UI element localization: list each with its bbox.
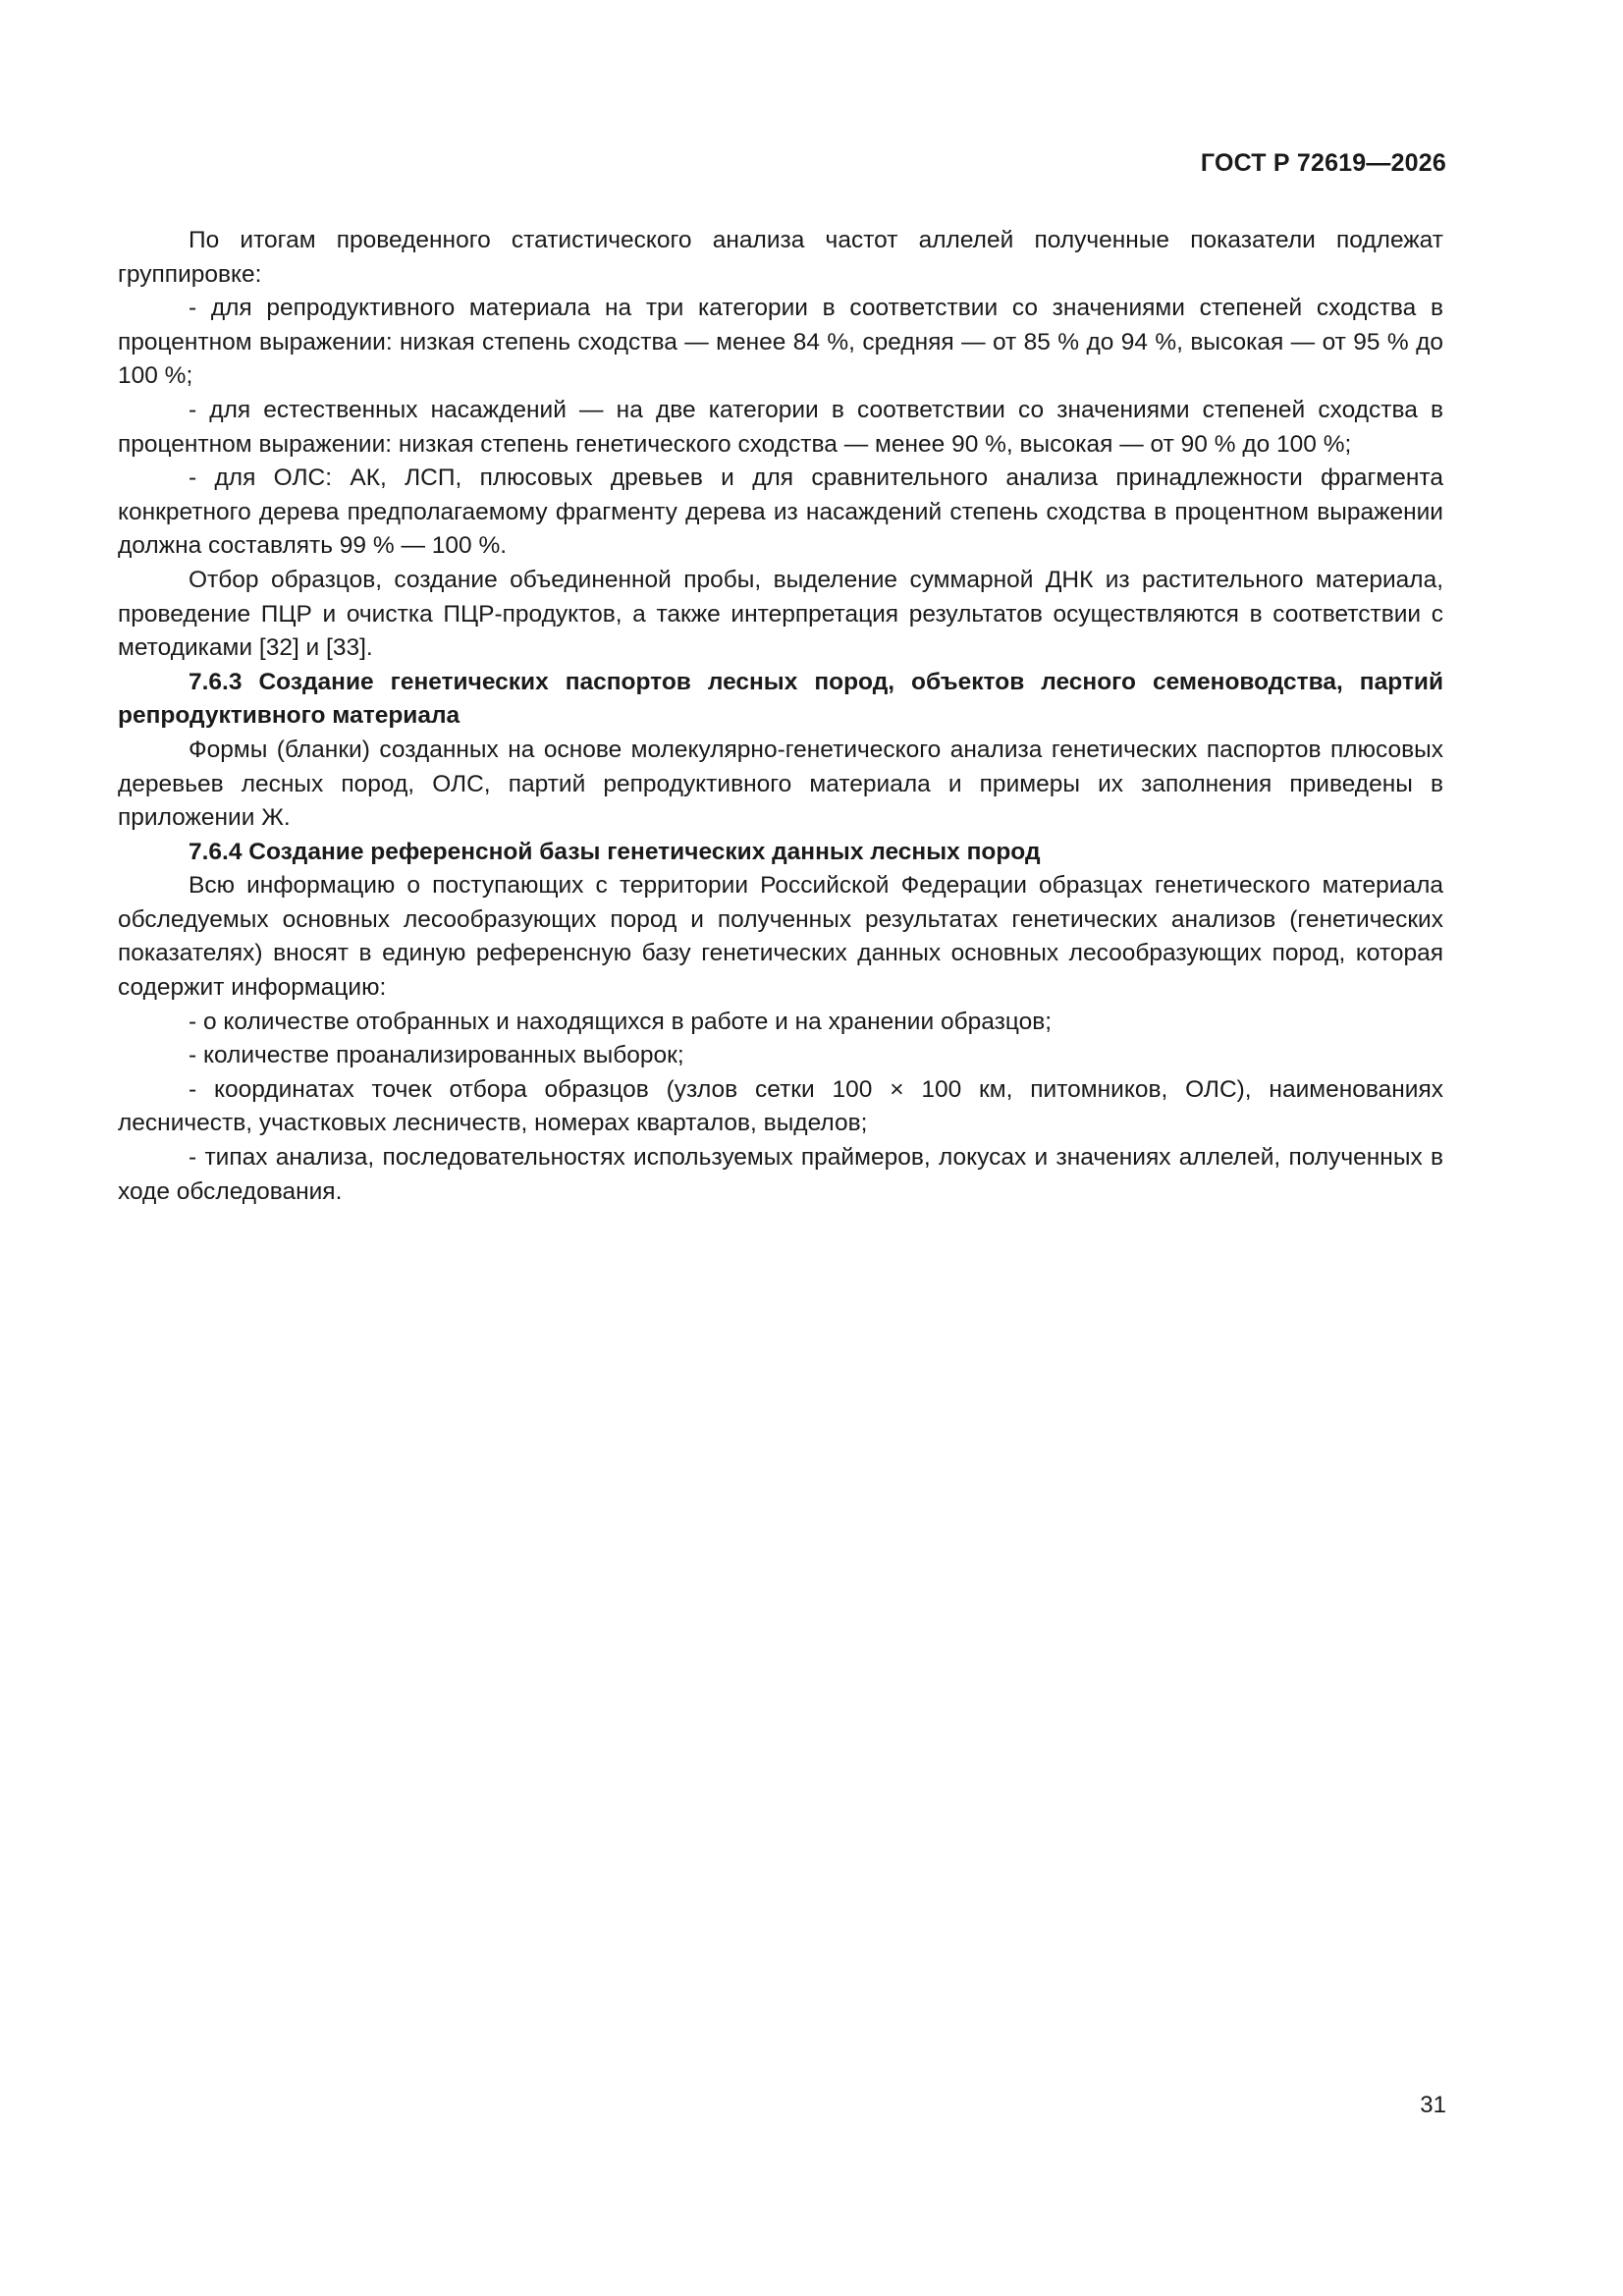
paragraph-sampling: Отбор образцов, создание объединенной пробы, выделение суммарной ДНК из растительного материала, проведение ПЦР и очистка ПЦР-продуктов, а также интерпретация результатов осуществляются в соответствии с методиками [32] и [33]. bbox=[118, 566, 1443, 662]
section-heading-7-6-3: 7.6.3 Создание генетических паспортов лесных пород, объектов лесного семеноводства, партий репродуктивного материала bbox=[118, 668, 1443, 730]
list-item-reproductive: - для репродуктивного материала на три категории в соответствии со значениями степеней сходства в процентном выражении: низкая степень сходства — менее 84 %, средняя — от 85 % до 94 %, высокая — от 95 % до 100 %; bbox=[118, 295, 1443, 390]
paragraph-reference-base: Всю информацию о поступающих с территории Российской Федерации образцах генетического материала обследуемых основных лесообразующих пород и полученных результатах генетических анализов (генетических показателях) вносят в единую референсную базу генетических данных основных лесообразующих пород, которая содержит информацию: bbox=[118, 872, 1443, 1002]
body-text bbox=[118, 224, 1443, 1209]
list-item-sample-sets: - количестве проанализированных выборок; bbox=[189, 1042, 684, 1069]
paragraph-grouping-intro: По итогам проведенного статистического анализа частот аллелей полученные показатели подлежат группировке: bbox=[118, 227, 1443, 288]
document-code: ГОСТ Р 72619—2026 bbox=[1200, 149, 1446, 177]
list-item-ols: - для ОЛС: АК, ЛСП, плюсовых древьев и для сравнительного анализа принадлежности фрагмента конкретного дерева предполагаемому фрагменту дерева из насаждений степень сходства в процентном выражении должна составлять 99 % — 100 %. bbox=[118, 465, 1443, 560]
section-heading-7-6-4: 7.6.4 Создание референсной базы генетических данных лесных пород bbox=[189, 838, 1041, 865]
list-item-coordinates: - координатах точек отбора образцов (узлов сетки 100 × 100 км, питомников, ОЛС), наименованиях лесничеств, участковых лесничеств, номерах кварталов, выделов; bbox=[118, 1075, 1443, 1137]
paragraph-passport-forms: Формы (бланки) созданных на основе молекулярно-генетического анализа генетических паспортов плюсовых деревьев лесных пород, ОЛС, партий репродуктивного материала и примеры их заполнения приведены в приложении Ж. bbox=[118, 736, 1443, 832]
list-item-sample-count: - о количестве отобранных и находящихся в работе и на хранении образцов; bbox=[189, 1008, 1053, 1035]
list-item-natural-stands: - для естественных насаждений — на две категории в соответствии со значениями степеней сходства в процентном выражении: низкая степень генетического сходства — менее 90 %, высокая — от 90 % до 100 %; bbox=[118, 396, 1443, 458]
list-item-analysis-types: - типах анализа, последовательностях используемых праймеров, локусах и значениях аллелей, полученных в ходе обследования. bbox=[118, 1144, 1443, 1205]
page-number: 31 bbox=[1420, 2092, 1446, 2118]
